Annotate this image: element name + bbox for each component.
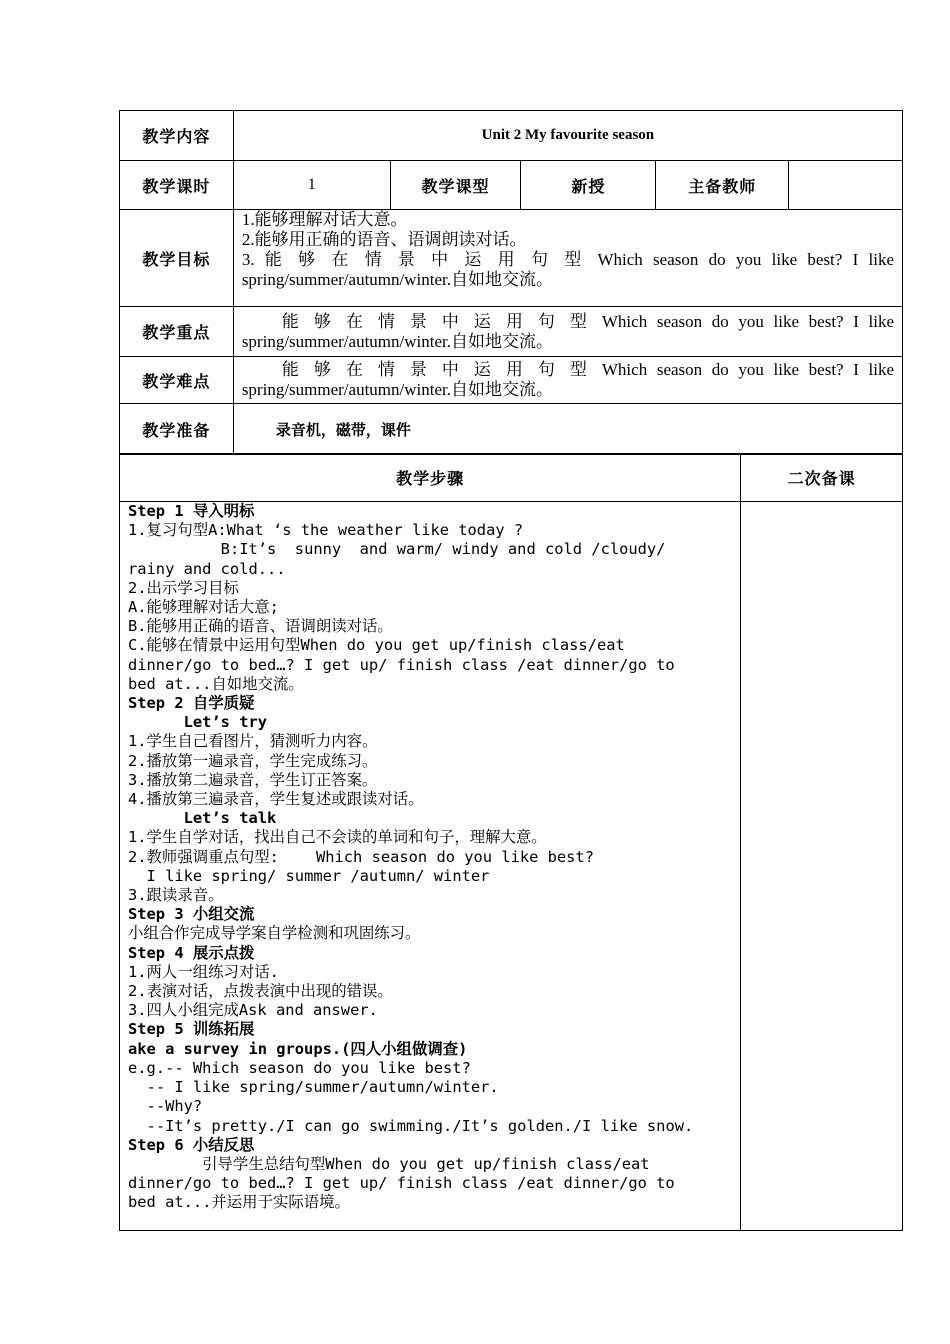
difficulty-label: 教学难点 — [120, 357, 234, 404]
step-line: 4.播放第三遍录音，学生复述或跟读对话。 — [128, 790, 424, 809]
step-line: dinner/go to bed…? I get up/ finish class /eat dinner/go to — [128, 655, 675, 674]
step-line: 2.播放第一遍录音，学生完成练习。 — [128, 751, 378, 770]
step-heading: Step 1 导入明标 — [128, 502, 255, 520]
step-line: 3.播放第二遍录音，学生订正答案。 — [128, 770, 378, 789]
step-heading: ake a survey in groups.(四人小组做调查) — [128, 1039, 468, 1058]
goal-line: 1.能够理解对话大意。 — [241, 210, 408, 229]
prep-text: 录音机，磁带，课件 — [233, 404, 902, 455]
teacher-value — [789, 161, 903, 210]
lesson-info-table — [119, 110, 903, 455]
step-line: 引导学生总结句型When do you get up/finish class/eat — [128, 1154, 650, 1173]
step-line: 1.学生自学对话，找出自己不会读的单词和句子，理解大意。 — [128, 828, 547, 847]
step-line: 小组合作完成导学案自学检测和巩固练习。 — [128, 924, 421, 943]
notes-header: 二次备课 — [741, 454, 903, 502]
step-line: --It’s pretty./I can go swimming./It’s golden./I like snow. — [128, 1116, 694, 1135]
step-heading: Step 2 自学质疑 — [128, 694, 255, 713]
goals-text — [233, 210, 902, 307]
step-line: 3.跟读录音。 — [128, 886, 224, 905]
period-label: 教学课时 — [120, 161, 234, 210]
goal-line: 3. 能 够 在 情 景 中 运 用 句 型 Which season do you like best? I like spring/summer/autumn/winter.自如地交流。 — [241, 250, 894, 289]
step-heading: Step 4 展示点拨 — [128, 943, 255, 962]
step-line: e.g.-- Which season do you like best? — [128, 1058, 471, 1077]
step-line: B.能够用正确的语音、语调朗读对话。 — [128, 617, 393, 636]
goal-line: 2.能够用正确的语音、语调朗读对话。 — [241, 230, 527, 249]
step-line: dinner/go to bed…? I get up/ finish class /eat dinner/go to — [128, 1174, 675, 1193]
key-label: 教学重点 — [120, 307, 234, 357]
teaching-steps-table — [119, 453, 903, 1231]
step-line: 3.四人小组完成Ask and answer. — [128, 1001, 378, 1020]
step-line: 1.学生自己看图片，猜测听力内容。 — [128, 732, 378, 751]
type-value: 新授 — [521, 161, 656, 210]
step-line: B:It’s sunny and warm/ windy and cold /cloudy/ — [128, 540, 666, 559]
step-line: rainy and cold... — [128, 559, 286, 578]
step-line: I like spring/ summer /autumn/ winter — [128, 866, 490, 885]
step-line: bed at...并运用于实际语境。 — [128, 1193, 350, 1212]
step-heading: Step 6 小结反思 — [128, 1135, 255, 1154]
type-label: 教学课型 — [390, 161, 521, 210]
step-heading: Step 5 训练拓展 — [128, 1020, 255, 1039]
step-heading: Let’s try — [128, 713, 268, 732]
key-text: 能 够 在 情 景 中 运 用 句 型 Which season do you like best? I like spring/summer/autumn/winter.自如地交流。 — [233, 307, 902, 357]
step-line: -- I like spring/summer/autumn/winter. — [128, 1078, 499, 1097]
content-label: 教学内容 — [120, 111, 234, 161]
difficulty-text: 能 够 在 情 景 中 运 用 句 型 Which season do you like best? I like spring/summer/autumn/winter.自如地交流。 — [233, 357, 902, 404]
step-line: 2.出示学习目标 — [128, 578, 239, 597]
goals-label: 教学目标 — [120, 210, 234, 307]
steps-header: 教学步骤 — [120, 454, 741, 502]
step-line: 2.表演对话，点拨表演中出现的错误。 — [128, 982, 393, 1001]
steps-content — [120, 502, 741, 1231]
teacher-label: 主备教师 — [656, 161, 789, 210]
step-line: bed at...自如地交流。 — [128, 674, 304, 693]
step-line: --Why? — [128, 1097, 203, 1116]
notes-content — [741, 502, 903, 1231]
step-line: 2.教师强调重点句型: Which season do you like best? — [128, 847, 594, 866]
step-heading: Let’s talk — [128, 809, 277, 828]
step-line: A.能够理解对话大意; — [128, 598, 279, 617]
prep-label: 教学准备 — [120, 404, 234, 455]
step-line: 1.两人一组练习对话. — [128, 962, 279, 981]
period-value: 1 — [233, 161, 390, 210]
content-value: Unit 2 My favourite season — [233, 111, 902, 161]
step-heading: Step 3 小组交流 — [128, 905, 255, 924]
step-line: 1.复习句型A:What ‘s the weather like today ? — [128, 521, 524, 540]
step-line: C.能够在情景中运用句型When do you get up/finish class/eat — [128, 636, 625, 655]
